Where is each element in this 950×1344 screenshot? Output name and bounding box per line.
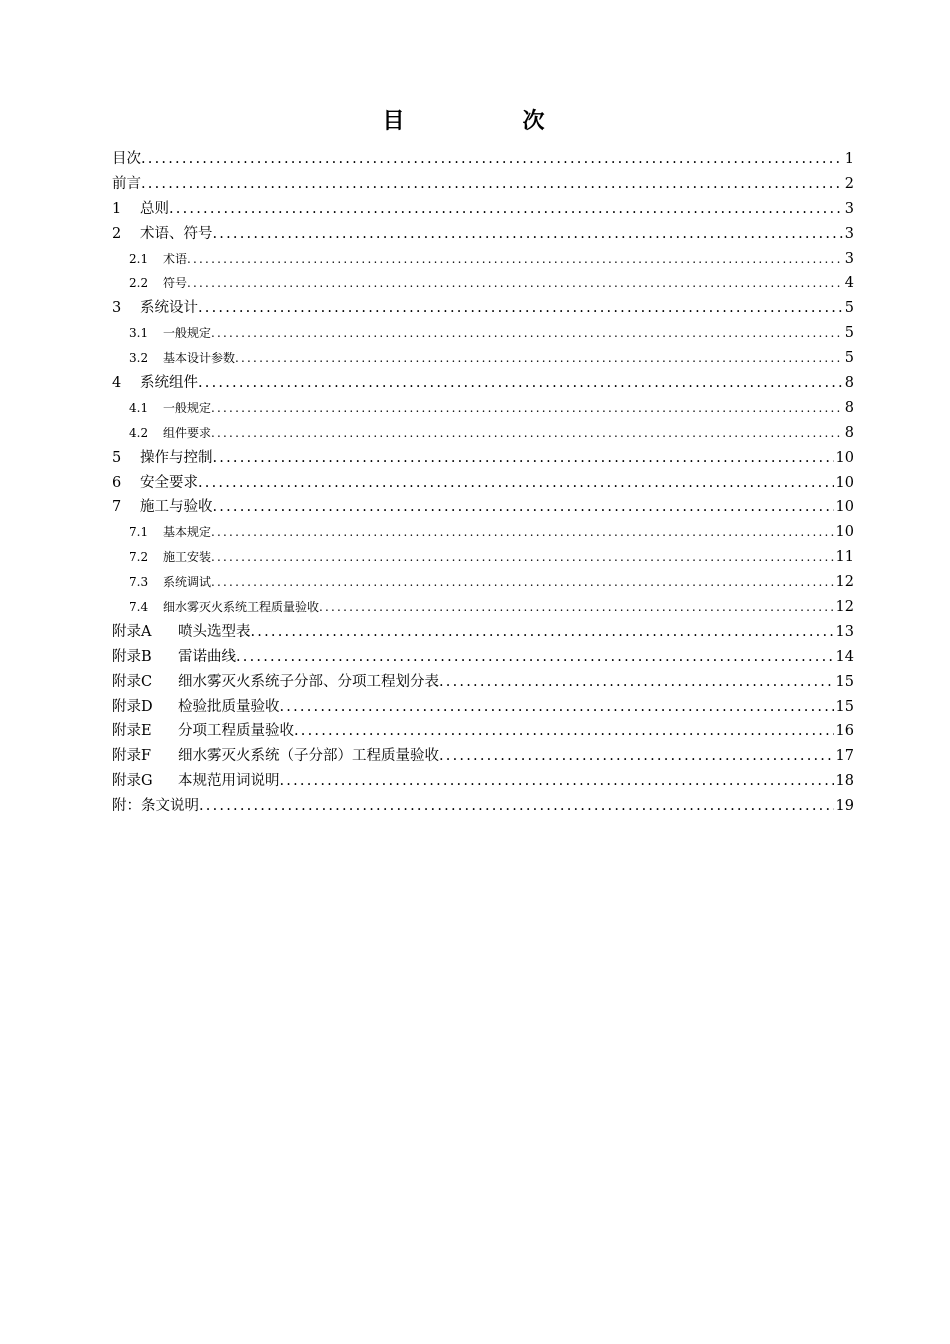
toc-dot-leader <box>294 719 834 744</box>
toc-entry-number: 附录G <box>112 773 153 790</box>
toc-dot-leader <box>251 620 834 645</box>
toc-entry-page: 17 <box>835 748 854 765</box>
toc-entry-label: 一般规定 <box>163 400 212 415</box>
toc-dot-leader <box>213 446 834 471</box>
toc-entry-page: 1 <box>844 151 854 167</box>
toc-entry-number: 7 <box>112 499 122 516</box>
toc-entry-page: 3 <box>844 250 854 267</box>
toc-entry-label: 附：条文说明 <box>112 798 199 815</box>
toc-entry-page: 12 <box>835 599 854 616</box>
toc-entry-label: 符号 <box>163 276 188 291</box>
page-title: 目 次 <box>382 109 593 134</box>
toc-entry-page: 4 <box>844 275 854 292</box>
toc-entry-number: 3.2 <box>129 351 149 366</box>
toc-entry[interactable] <box>112 271 854 296</box>
toc-entry[interactable] <box>112 296 854 321</box>
toc-entry[interactable] <box>112 794 854 819</box>
toc-entry[interactable] <box>112 446 854 471</box>
toc-entry-number: 附录C <box>112 673 153 690</box>
toc-entry-label: 系统设计 <box>140 300 198 317</box>
toc-entry-label: 喷头选型表 <box>178 623 251 640</box>
toc-entry-page: 5 <box>844 325 854 342</box>
toc-entry-label: 细水雾灭火系统（子分部）工程质量验收 <box>178 748 439 765</box>
toc-dot-leader <box>187 247 843 272</box>
toc-entry-number: 4 <box>112 375 122 392</box>
toc-entry[interactable] <box>112 147 854 172</box>
toc-entry-label: 组件要求 <box>163 425 212 440</box>
toc-entry-label: 本规范用词说明 <box>178 773 280 790</box>
toc-dot-leader <box>211 421 843 446</box>
toc-entry-page: 2 <box>844 175 854 192</box>
toc-dot-leader <box>211 545 834 570</box>
toc-entry-label: 目次 <box>112 151 141 167</box>
toc-entry-page: 18 <box>835 773 854 790</box>
toc-entry-label: 一般规定 <box>163 326 212 341</box>
toc-entry-label: 细水雾灭火系统工程质量验收 <box>163 600 320 615</box>
table-of-contents <box>112 147 854 819</box>
toc-entry-number: 附录E <box>112 723 152 740</box>
toc-entry[interactable] <box>112 471 854 496</box>
toc-entry-label: 施工安装 <box>163 550 212 565</box>
toc-entry-number: 4.1 <box>129 400 149 415</box>
toc-dot-leader <box>169 197 843 222</box>
toc-entry-number: 附录B <box>112 648 152 665</box>
toc-entry[interactable] <box>112 346 854 371</box>
toc-entry-page: 5 <box>844 350 854 367</box>
toc-dot-leader <box>141 172 843 197</box>
toc-entry-page: 10 <box>835 524 854 541</box>
toc-entry-page: 8 <box>844 399 854 416</box>
toc-dot-leader <box>187 271 843 296</box>
toc-dot-leader <box>319 595 834 620</box>
toc-entry-label: 术语、符号 <box>140 225 213 242</box>
toc-entry-number: 6 <box>112 474 122 491</box>
toc-entry[interactable] <box>112 595 854 620</box>
toc-entry-page: 15 <box>835 698 854 715</box>
toc-entry-number: 7.2 <box>129 550 149 565</box>
toc-dot-leader <box>439 744 834 769</box>
toc-entry[interactable] <box>112 222 854 247</box>
toc-entry[interactable] <box>112 520 854 545</box>
toc-entry-page: 16 <box>835 723 854 740</box>
toc-entry-number: 3 <box>112 300 122 317</box>
toc-entry-page: 19 <box>835 798 854 815</box>
toc-entry-label: 系统组件 <box>140 375 198 392</box>
toc-entry-number: 2.2 <box>129 276 149 291</box>
toc-entry-number: 附录A <box>112 623 152 640</box>
toc-entry[interactable] <box>112 421 854 446</box>
toc-entry-label: 施工与验收 <box>140 499 213 516</box>
toc-entry-page: 14 <box>835 648 854 665</box>
toc-entry[interactable] <box>112 321 854 346</box>
toc-entry-page: 10 <box>835 449 854 466</box>
toc-entry-label: 安全要求 <box>140 474 198 491</box>
toc-entry-label: 前言 <box>112 175 141 192</box>
toc-entry[interactable] <box>112 247 854 272</box>
toc-entry-number: 7.1 <box>129 525 149 540</box>
toc-entry-number: 2.1 <box>129 251 149 266</box>
toc-entry[interactable] <box>112 620 854 645</box>
toc-entry-page: 8 <box>844 424 854 441</box>
toc-entry-label: 基本规定 <box>163 525 212 540</box>
toc-entry-page: 12 <box>835 574 854 591</box>
toc-dot-leader <box>211 520 834 545</box>
toc-dot-leader <box>439 670 834 695</box>
toc-entry-number: 4.2 <box>129 425 149 440</box>
toc-dot-leader <box>198 471 834 496</box>
toc-dot-leader <box>235 346 843 371</box>
toc-entry-label: 细水雾灭火系统子分部、分项工程划分表 <box>178 673 439 690</box>
toc-entry-number: 2 <box>112 225 122 242</box>
toc-entry[interactable] <box>112 172 854 197</box>
toc-entry-number: 5 <box>112 449 122 466</box>
toc-entry[interactable] <box>112 670 854 695</box>
toc-entry-page: 5 <box>844 300 854 317</box>
toc-dot-leader <box>280 769 834 794</box>
toc-entry-number: 附录F <box>112 748 152 765</box>
toc-dot-leader <box>213 495 834 520</box>
toc-entry-page: 3 <box>844 225 854 242</box>
toc-entry-number: 7.4 <box>129 600 149 615</box>
toc-entry-page: 13 <box>835 623 854 640</box>
toc-entry[interactable] <box>112 396 854 421</box>
toc-entry-page: 15 <box>835 673 854 690</box>
toc-dot-leader <box>213 222 843 247</box>
toc-dot-leader <box>199 794 834 819</box>
toc-entry[interactable] <box>112 645 854 670</box>
toc-dot-leader <box>236 645 834 670</box>
toc-dot-leader <box>211 396 843 421</box>
toc-entry-label: 分项工程质量验收 <box>178 723 294 740</box>
toc-entry-page: 10 <box>835 499 854 516</box>
toc-dot-leader <box>198 296 843 321</box>
toc-entry-number: 7.3 <box>129 575 149 590</box>
toc-entry-number: 附录D <box>112 698 153 715</box>
toc-entry[interactable] <box>112 769 854 794</box>
toc-entry-label: 总则 <box>140 200 169 217</box>
toc-entry[interactable] <box>112 719 854 744</box>
toc-dot-leader <box>211 570 834 595</box>
toc-entry[interactable] <box>112 371 854 396</box>
toc-entry-page: 10 <box>835 474 854 491</box>
toc-entry-label: 系统调试 <box>163 575 212 590</box>
toc-entry[interactable] <box>112 695 854 720</box>
toc-entry[interactable] <box>112 570 854 595</box>
toc-entry-page: 11 <box>835 549 854 566</box>
toc-dot-leader <box>211 321 843 346</box>
toc-dot-leader <box>280 695 834 720</box>
toc-entry-label: 基本设计参数 <box>163 351 236 366</box>
toc-entry[interactable] <box>112 197 854 222</box>
toc-entry-page: 8 <box>844 375 854 392</box>
toc-dot-leader <box>141 147 843 172</box>
toc-entry[interactable] <box>112 495 854 520</box>
toc-dot-leader <box>198 371 843 396</box>
toc-entry-label: 雷诺曲线 <box>178 648 236 665</box>
toc-entry-label: 检验批质量验收 <box>178 698 280 715</box>
toc-entry-label: 操作与控制 <box>140 449 213 466</box>
toc-entry-number: 1 <box>112 200 122 217</box>
toc-entry-label: 术语 <box>163 251 188 266</box>
toc-entry[interactable] <box>112 545 854 570</box>
toc-entry[interactable] <box>112 744 854 769</box>
toc-entry-page: 3 <box>844 200 854 217</box>
toc-entry-number: 3.1 <box>129 326 149 341</box>
